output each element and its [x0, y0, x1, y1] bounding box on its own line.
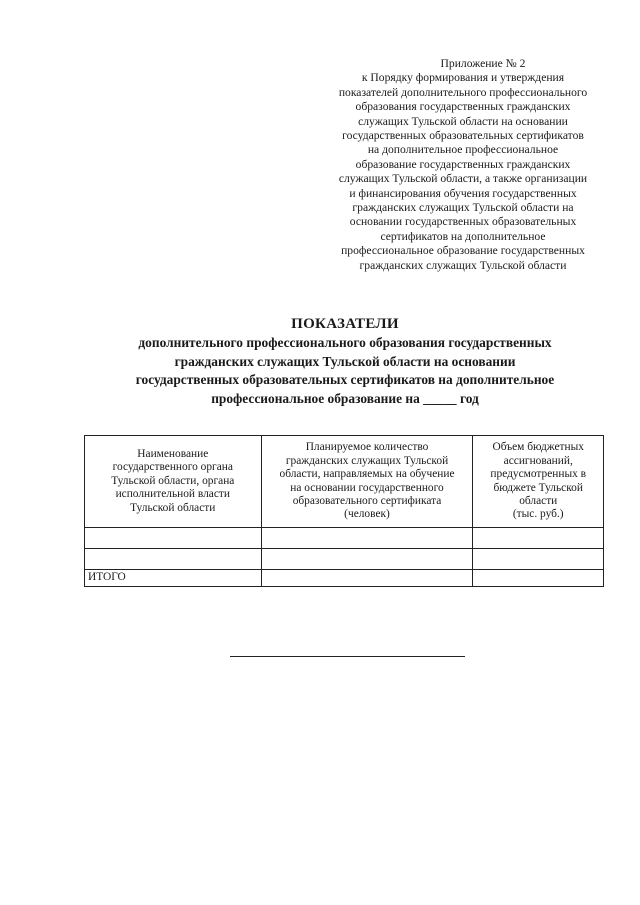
appendix-block: [312, 57, 614, 273]
appendix-body: к Порядку формирования и утверждения показателей дополнительного профессионального образования государственных гражданских служащих Тульской области на основании государственных образовательных сертификатов на дополнительное профессиональное образование государственных гражданских служащих Тульской области, а также организации и финансирования обучения государственных гражданских служащих Тульской области на основании государственных образовательных сертификатов на дополнительное профессиональное образование государственных гражданских служащих Тульской области: [338, 71, 588, 272]
table-cell: [261, 549, 473, 570]
table-row: [85, 549, 604, 570]
document-subtitle: дополнительного профессионального образования государственных гражданских служащих Тульской области на основании государственных образовательных сертификатов на дополнительное профессиональное образование на _____ год: [135, 335, 555, 406]
table-row: [85, 528, 604, 549]
table-cell: [85, 549, 262, 570]
table-cell: [473, 528, 604, 549]
document-heading: [92, 314, 598, 408]
table-cell: [261, 528, 473, 549]
column-header-planned-count: Планируемое количество гражданских служащих Тульской области, направляемых на обучение на основании государственного образовательного сертификата (человек): [261, 436, 473, 528]
table-cell: [473, 570, 604, 587]
appendix-title: Приложение № 2: [440, 57, 526, 70]
table-cell: [473, 549, 604, 570]
signature-line: [230, 656, 465, 657]
total-label: ИТОГО: [85, 570, 262, 587]
column-header-budget: Объем бюджетных ассигнований, предусмотренных в бюджете Тульской области (тыс. руб.): [473, 436, 604, 528]
table-header-row: [85, 436, 604, 528]
table-total-row: [85, 570, 604, 587]
table-cell: [85, 528, 262, 549]
indicators-table: [84, 435, 604, 587]
document-title: ПОКАЗАТЕЛИ: [291, 316, 399, 332]
column-header-organ: Наименование государственного органа Тульской области, органа исполнительной власти Тульской области: [85, 436, 262, 528]
table-cell: [261, 570, 473, 587]
